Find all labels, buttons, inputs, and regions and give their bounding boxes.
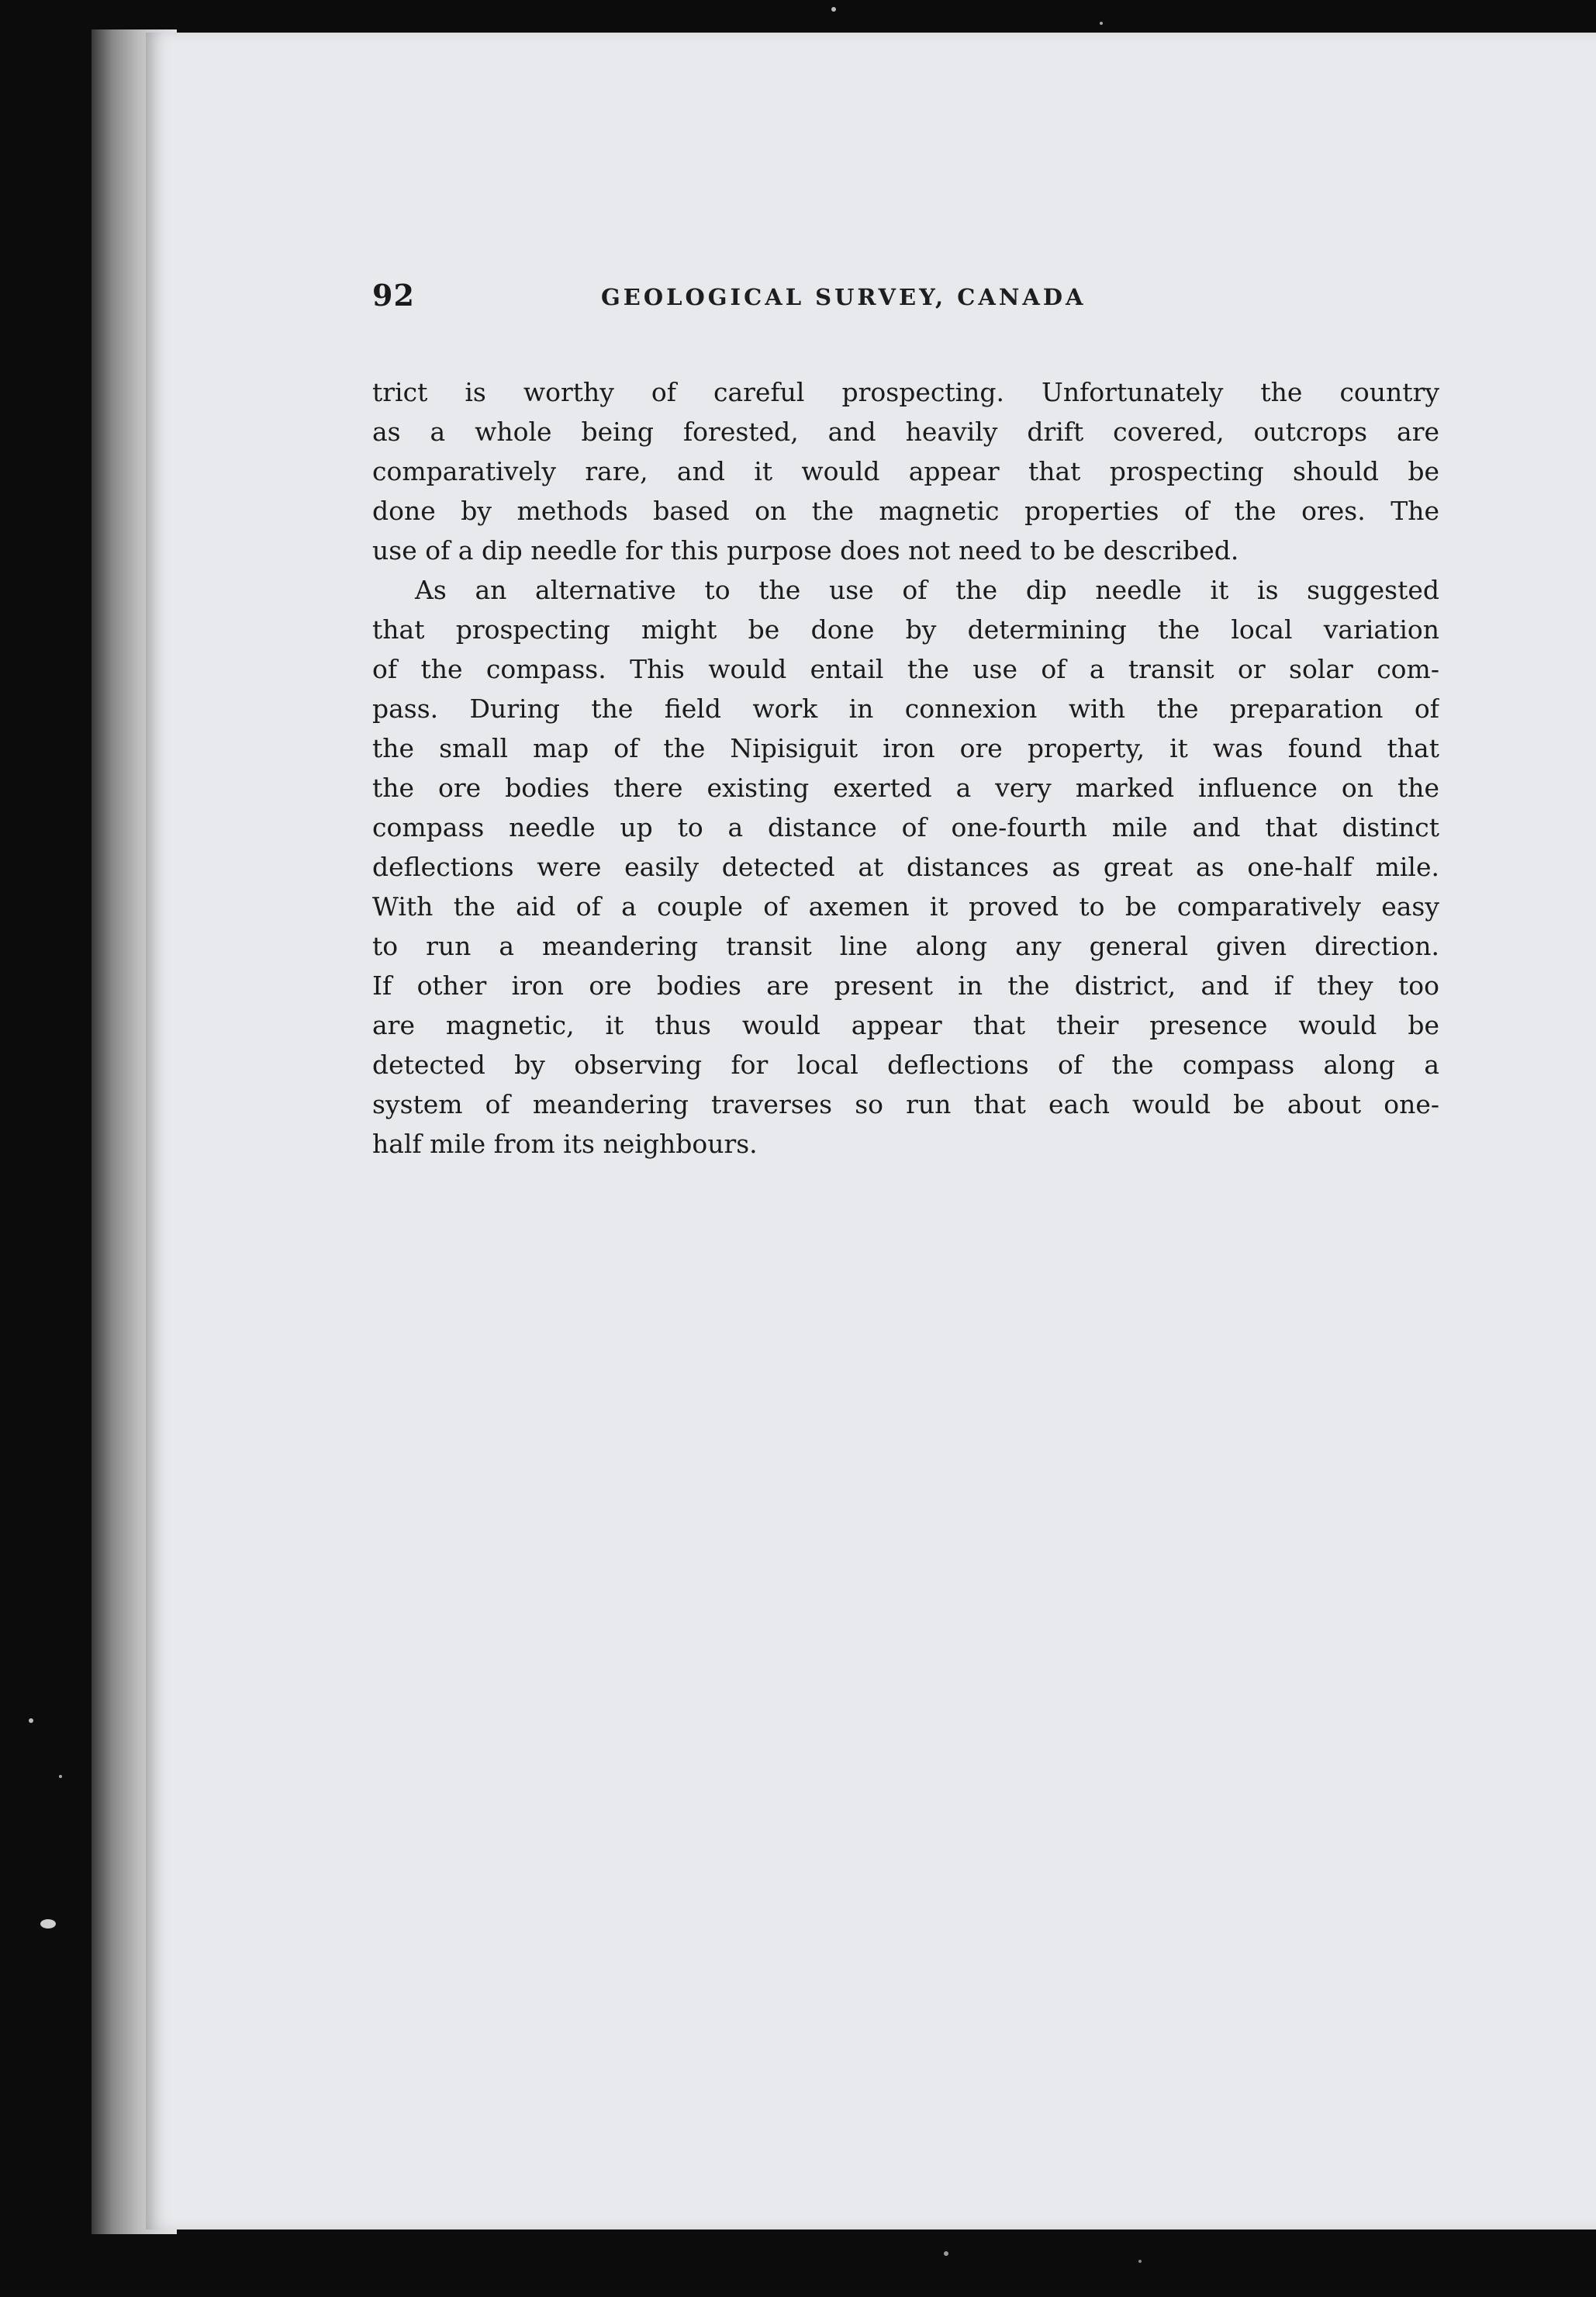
text-line: are magnetic, it thus would appear that their presence would be: [372, 1010, 1439, 1040]
text-line: to run a meandering transit line along any general given direction.: [372, 931, 1439, 961]
text-line: detected by observing for local deflections of the compass along a: [372, 1050, 1439, 1080]
text-line: compass needle up to a distance of one-fourth mile and that distinct: [372, 812, 1439, 842]
dust-speck: [1100, 22, 1103, 25]
text-line: As an alternative to the use of the dip needle it is suggested: [415, 575, 1439, 605]
text-line: that prospecting might be done by determining the local variation: [372, 614, 1439, 645]
dust-speck: [1138, 2260, 1142, 2263]
text-line: half mile from its neighbours.: [372, 1129, 758, 1159]
page-number: 92: [372, 278, 415, 313]
dust-speck: [40, 1919, 56, 1929]
dust-speck: [831, 7, 836, 12]
dust-speck: [944, 2251, 948, 2256]
running-head: GEOLOGICAL SURVEY, CANADA: [601, 284, 1086, 310]
text-line: the small map of the Nipisiguit iron ore property, it was found that: [372, 733, 1439, 763]
text-line: With the aid of a couple of axemen it proved to be comparatively easy: [372, 891, 1439, 922]
dust-speck: [59, 1775, 62, 1778]
text-line: done by methods based on the magnetic properties of the ores. The: [372, 496, 1439, 526]
text-line: trict is worthy of careful prospecting. Unfortunately the country: [372, 377, 1439, 407]
text-line: the ore bodies there existing exerted a very marked influence on the: [372, 773, 1439, 803]
text-line: pass. During the field work in connexion with the preparation of: [372, 694, 1439, 724]
text-line: as a whole being forested, and heavily drift covered, outcrops are: [372, 417, 1439, 447]
text-line: system of meandering traverses so run that each would be about one-: [372, 1089, 1439, 1119]
text-line: deflections were easily detected at distances as great as one-half mile.: [372, 852, 1439, 882]
text-line: comparatively rare, and it would appear that prospecting should be: [372, 456, 1439, 486]
dust-speck: [29, 1718, 33, 1723]
text-line: of the compass. This would entail the use of a transit or solar com-: [372, 654, 1439, 684]
text-line: If other iron ore bodies are present in the district, and if they too: [372, 970, 1439, 1001]
text-line: use of a dip needle for this purpose does not need to be described.: [372, 535, 1239, 566]
